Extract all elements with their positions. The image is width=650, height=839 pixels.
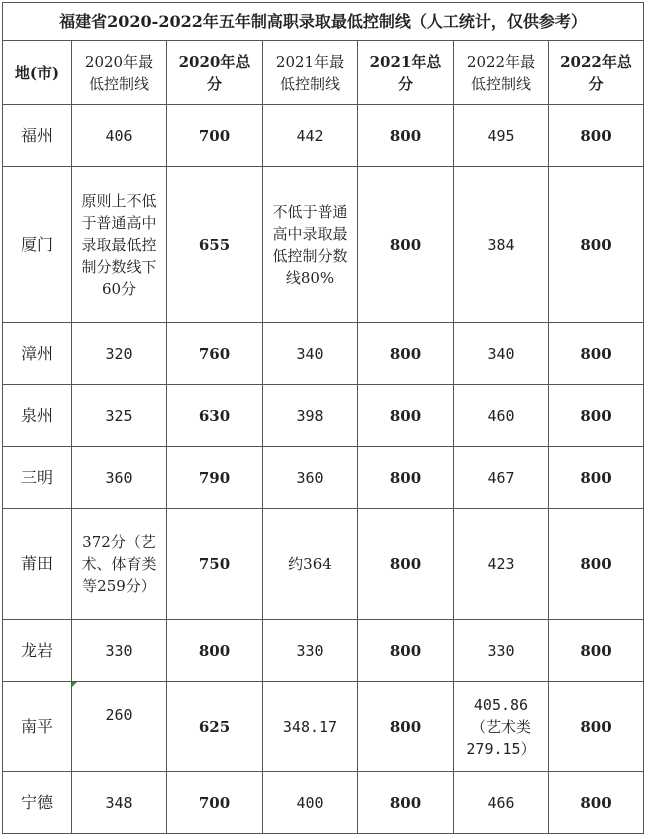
city-cell: 泉州 xyxy=(3,385,72,447)
city-cell: 龙岩 xyxy=(3,620,72,682)
min-2020-cell: 406 xyxy=(72,105,167,167)
header-total-2020: 2020年总分 xyxy=(167,41,263,105)
min-2020-cell: 325 xyxy=(72,385,167,447)
city-cell: 厦门 xyxy=(3,167,72,323)
city-cell: 莆田 xyxy=(3,509,72,620)
table-row-xiamen xyxy=(3,167,644,323)
min-2021-cell: 360 xyxy=(263,447,358,509)
header-total-2022: 2022年总分 xyxy=(549,41,644,105)
header-min-2020: 2020年最低控制线 xyxy=(72,41,167,105)
total-2022-cell: 800 xyxy=(549,682,644,772)
min-2022-cell: 467 xyxy=(454,447,549,509)
min-2020-cell xyxy=(72,682,167,772)
city-cell: 宁德 xyxy=(3,772,72,834)
total-2020-cell: 630 xyxy=(167,385,263,447)
table-row-fuzhou xyxy=(3,105,644,167)
table-row-sanming xyxy=(3,447,644,509)
total-2022-cell: 800 xyxy=(549,323,644,385)
header-city: 地(市) xyxy=(3,41,72,105)
city-cell: 南平 xyxy=(3,682,72,772)
total-2020-cell: 700 xyxy=(167,105,263,167)
min-2021-cell: 340 xyxy=(263,323,358,385)
total-2020-cell: 760 xyxy=(167,323,263,385)
min-2022-cell: 405.86（艺术类279.15） xyxy=(454,682,549,772)
total-2020-cell: 625 xyxy=(167,682,263,772)
header-row xyxy=(3,41,644,105)
table-row-longyan xyxy=(3,620,644,682)
min-2020-value: 260 xyxy=(105,706,133,724)
total-2022-cell: 800 xyxy=(549,105,644,167)
min-2021-cell: 400 xyxy=(263,772,358,834)
min-2021-cell: 约364 xyxy=(263,509,358,620)
table-row-putian xyxy=(3,509,644,620)
table-row-ningde xyxy=(3,772,644,834)
total-2022-cell: 800 xyxy=(549,167,644,323)
city-cell: 三明 xyxy=(3,447,72,509)
table-row-zhangzhou xyxy=(3,323,644,385)
total-2020-cell: 700 xyxy=(167,772,263,834)
total-2022-cell: 800 xyxy=(549,385,644,447)
min-2020-cell: 320 xyxy=(72,323,167,385)
total-2022-cell: 800 xyxy=(549,509,644,620)
header-total-2021: 2021年总分 xyxy=(358,41,454,105)
min-2022-cell: 330 xyxy=(454,620,549,682)
min-2020-cell: 348 xyxy=(72,772,167,834)
city-cell: 漳州 xyxy=(3,323,72,385)
cell-comment-marker xyxy=(72,682,77,687)
total-2020-cell: 790 xyxy=(167,447,263,509)
min-2021-cell: 330 xyxy=(263,620,358,682)
min-2021-cell: 348.17 xyxy=(263,682,358,772)
total-2021-cell: 800 xyxy=(358,682,454,772)
total-2022-cell: 800 xyxy=(549,447,644,509)
min-2020-cell: 原则上不低于普通高中录取最低控制分数线下60分 xyxy=(72,167,167,323)
min-2020-cell: 360 xyxy=(72,447,167,509)
table-row-nanping xyxy=(3,682,644,772)
min-2022-cell: 423 xyxy=(454,509,549,620)
table-row-quanzhou xyxy=(3,385,644,447)
total-2021-cell: 800 xyxy=(358,385,454,447)
total-2021-cell: 800 xyxy=(358,167,454,323)
min-2022-cell: 495 xyxy=(454,105,549,167)
total-2020-cell: 750 xyxy=(167,509,263,620)
total-2022-cell: 800 xyxy=(549,620,644,682)
total-2021-cell: 800 xyxy=(358,447,454,509)
min-2022-cell: 460 xyxy=(454,385,549,447)
min-2022-cell: 466 xyxy=(454,772,549,834)
min-2021-cell: 398 xyxy=(263,385,358,447)
total-2021-cell: 800 xyxy=(358,772,454,834)
min-2020-cell: 372分（艺术、体育类等259分） xyxy=(72,509,167,620)
header-min-2021: 2021年最低控制线 xyxy=(263,41,358,105)
total-2021-cell: 800 xyxy=(358,620,454,682)
score-table xyxy=(2,2,644,834)
min-2021-cell: 442 xyxy=(263,105,358,167)
total-2020-cell: 800 xyxy=(167,620,263,682)
table-title: 福建省2020-2022年五年制高职录取最低控制线（人工统计，仅供参考） xyxy=(3,3,644,41)
city-cell: 福州 xyxy=(3,105,72,167)
total-2020-cell: 655 xyxy=(167,167,263,323)
score-table-sheet xyxy=(2,2,643,837)
header-min-2022: 2022年最低控制线 xyxy=(454,41,549,105)
min-2022-cell: 384 xyxy=(454,167,549,323)
total-2021-cell: 800 xyxy=(358,509,454,620)
min-2022-cell: 340 xyxy=(454,323,549,385)
min-2021-cell: 不低于普通高中录取最低控制分数线80% xyxy=(263,167,358,323)
title-row xyxy=(3,3,644,41)
min-2020-cell: 330 xyxy=(72,620,167,682)
total-2021-cell: 800 xyxy=(358,323,454,385)
total-2022-cell: 800 xyxy=(549,772,644,834)
total-2021-cell: 800 xyxy=(358,105,454,167)
